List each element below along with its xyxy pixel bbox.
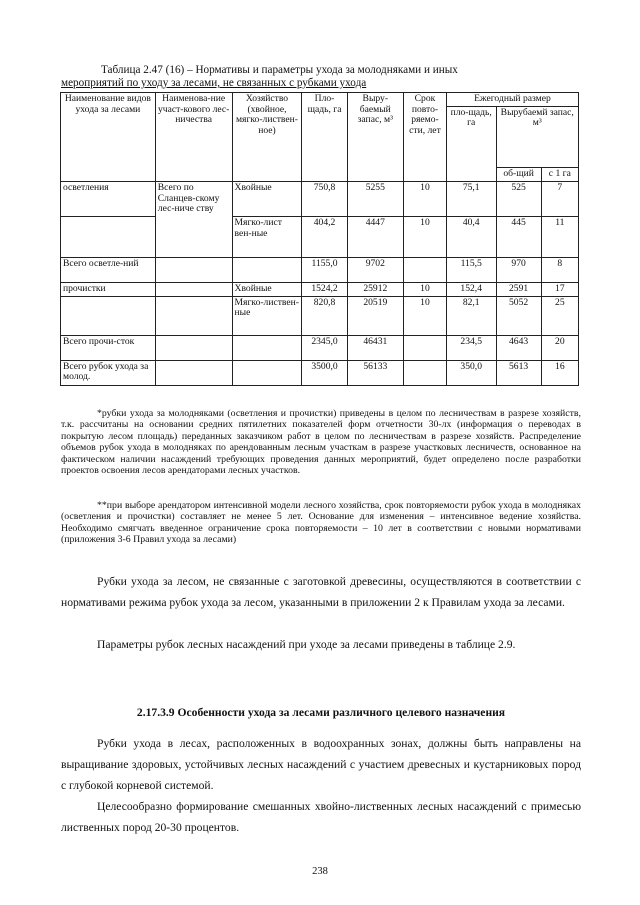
cell-farm: [232, 360, 302, 385]
cell-kind: Всего прочи-сток: [61, 335, 156, 360]
footnote-2: **при выборе арендатором интенсивной модели лесного хозяйства, срок повторяемости рубок ухода в молодняках (осветления и прочистки) составляет не менее 5 лет. Основание для изменения – интенсивное ведение хозяйства. Необходимо смягчать введенное ограничение срока повторяемости – 10 лет в соответствии с новыми нормативами (приложения 3-6 Правил ухода за лесами): [61, 500, 581, 546]
table-header-row: [61, 93, 579, 107]
header-kind: Наименование видов ухода за лесами: [61, 93, 156, 182]
page-number: 238: [312, 866, 328, 877]
header-annual-area: пло-щадь, га: [446, 106, 496, 181]
table-row: [61, 335, 579, 360]
cell-kind: осветления: [61, 182, 156, 217]
cell-kind: Всего рубок ухода за молод.: [61, 360, 156, 385]
cell-area: 404,2: [302, 217, 347, 258]
header-volume: Выру-баемый запас, м³: [347, 93, 403, 182]
header-forestry: Наименова-ние участ-кового лес-ничества: [155, 93, 232, 182]
cell-annual-total: 525: [496, 182, 541, 217]
header-annual-per-ha: с 1 га: [541, 168, 578, 182]
cell-annual-area: 152,4: [446, 283, 496, 297]
cell-forestry: [155, 360, 232, 385]
cell-kind: прочистки: [61, 283, 156, 297]
table-row: [61, 217, 579, 258]
paragraph: Параметры рубок лесных насаждений при уходе за лесами приведены в таблице 2.9.: [97, 638, 516, 651]
cell-term: 10: [404, 296, 447, 335]
paragraph: Целесообразно формирование смешанных хвойно-лиственных лесных насаждений с примесью лиственных пород 20-30 процентов.: [61, 800, 581, 834]
cell-annual-per-ha: 20: [541, 335, 578, 360]
cell-annual-total: 5613: [496, 360, 541, 385]
cell-kind: [61, 296, 156, 335]
cell-term: [404, 335, 447, 360]
cell-volume: 25912: [347, 283, 403, 297]
cell-annual-area: 350,0: [446, 360, 496, 385]
cell-annual-area: 40,4: [446, 217, 496, 258]
header-annual-total: об-щий: [496, 168, 541, 182]
cell-area: 2345,0: [302, 335, 347, 360]
cell-area: 820,8: [302, 296, 347, 335]
cell-forestry: Всего по Сланцев-скому лес-ниче ству: [155, 182, 232, 258]
cell-farm: [232, 258, 302, 283]
cell-annual-per-ha: 7: [541, 182, 578, 217]
cell-annual-per-ha: 8: [541, 258, 578, 283]
cell-area: 1524,2: [302, 283, 347, 297]
table-caption: [61, 64, 581, 90]
cell-annual-total: 5052: [496, 296, 541, 335]
cell-farm: Мягко-листвен-ные: [232, 296, 302, 335]
cell-farm: Хвойные: [232, 182, 302, 217]
table-row: [61, 296, 579, 335]
cell-forestry: [155, 283, 232, 297]
cell-annual-area: 82,1: [446, 296, 496, 335]
cell-volume: 20519: [347, 296, 403, 335]
paragraph: Рубки ухода за лесом, не связанные с заготовкой древесины, осуществляются в соответствии с нормативами режима рубок ухода за лесом, указанными в приложении 2 к Правилам ухода за лесами.: [61, 575, 581, 609]
cell-term: 10: [404, 182, 447, 217]
cell-annual-total: 2591: [496, 283, 541, 297]
table-row: [61, 360, 579, 385]
norms-table: [60, 92, 579, 386]
cell-annual-total: 970: [496, 258, 541, 283]
cell-annual-area: 234,5: [446, 335, 496, 360]
cell-volume: 46431: [347, 335, 403, 360]
cell-annual-area: 75,1: [446, 182, 496, 217]
table-row: [61, 258, 579, 283]
footnote-1: *рубки ухода за молодняками (осветления и прочистки) приведены в целом по лесничествам в разрезе хозяйств, т.к. рассчитаны на основании средних пятилетних показателей форм отчетности 30-лх (информация о переводах в покрытую лесом площадь) переданных заказчиком работ в целом по лесничествам в разрезе хозяйств. Распределение объемов рубок ухода в молодняках по арендованным лесным участкам в разрезе участковых лесничеств, основанное на фактическом наличии насаждений требующих проведения данных мероприятий, будет определено после разработки проектов освоения лесов арендаторами лесных участков.: [61, 408, 581, 477]
header-annual: Ежегодный размер: [446, 93, 578, 107]
cell-area: 3500,0: [302, 360, 347, 385]
cell-farm: [232, 335, 302, 360]
cell-annual-area: 115,5: [446, 258, 496, 283]
cell-forestry: [155, 296, 232, 335]
section-heading: 2.17.3.9 Особенности ухода за лесами различного целевого назначения: [136, 706, 506, 719]
table-row: [61, 283, 579, 297]
header-area: Пло-щадь, га: [302, 93, 347, 182]
cell-volume: 5255: [347, 182, 403, 217]
cell-annual-per-ha: 17: [541, 283, 578, 297]
cell-volume: 56133: [347, 360, 403, 385]
cell-annual-total: 445: [496, 217, 541, 258]
cell-volume: 4447: [347, 217, 403, 258]
cell-annual-per-ha: 25: [541, 296, 578, 335]
header-annual-cut: Вырубаемй запас, м³: [496, 106, 578, 168]
cell-farm: Хвойные: [232, 283, 302, 297]
caption-line-2: мероприятий по уходу за лесами, не связанных с рубками ухода: [61, 77, 367, 89]
cell-volume: 9702: [347, 258, 403, 283]
cell-term: [404, 258, 447, 283]
caption-line-1: Таблица 2.47 (16) – Нормативы и параметры ухода за молодняками и иных: [101, 64, 458, 76]
cell-term: 10: [404, 283, 447, 297]
table-row: [61, 182, 579, 217]
cell-kind: [61, 217, 156, 258]
cell-kind: Всего осветле-ний: [61, 258, 156, 283]
cell-annual-total: 4643: [496, 335, 541, 360]
cell-forestry: [155, 258, 232, 283]
header-farm: Хозяйство (хвойное, мягко-листвен-ное): [232, 93, 302, 182]
paragraph: Рубки ухода в лесах, расположенных в водоохранных зонах, должны быть направлены на выращивание здоровых, устойчивых лесных насаждений с участием древесных и кустарниковых пород с глубокой корневой системой.: [61, 737, 581, 792]
cell-term: [404, 360, 447, 385]
cell-farm: Мягко-лист вен-ные: [232, 217, 302, 258]
cell-annual-per-ha: 11: [541, 217, 578, 258]
header-term: Срок повто-ряемо-сти, лет: [404, 93, 447, 182]
cell-area: 1155,0: [302, 258, 347, 283]
cell-term: 10: [404, 217, 447, 258]
cell-annual-per-ha: 16: [541, 360, 578, 385]
cell-forestry: [155, 335, 232, 360]
cell-area: 750,8: [302, 182, 347, 217]
